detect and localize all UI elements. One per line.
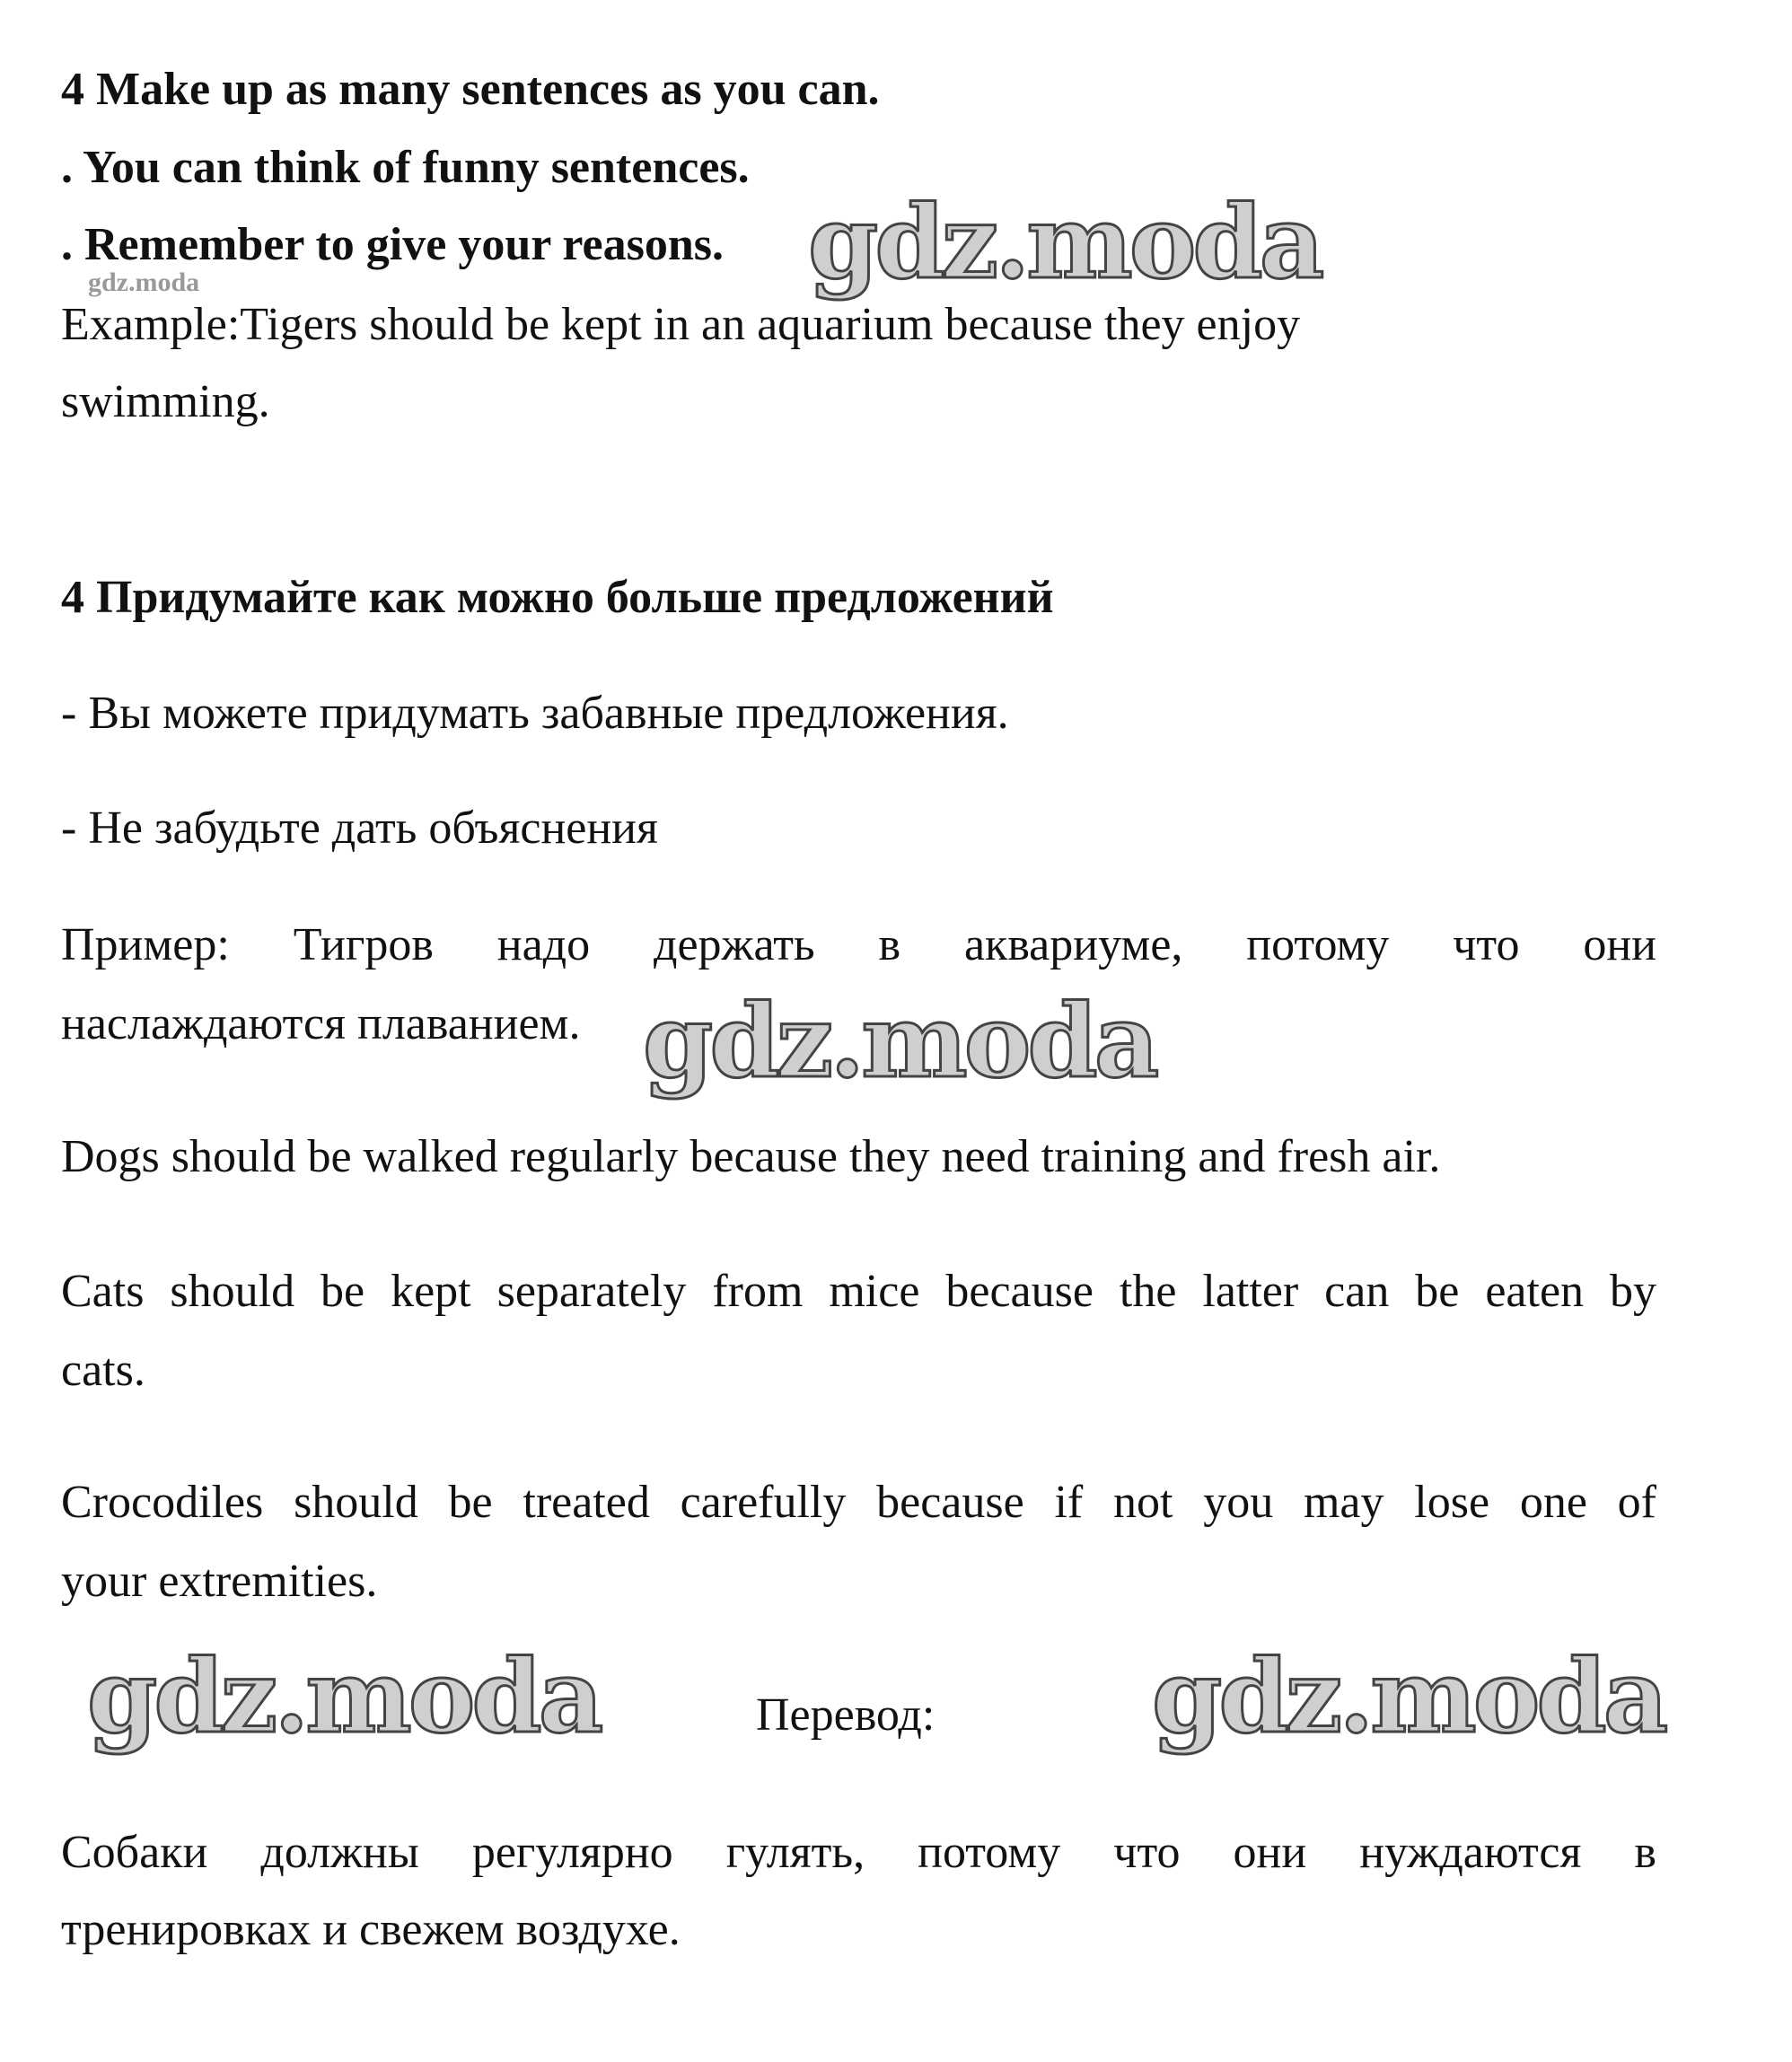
task-bullet-1-en: . You can think of funny sentences. — [61, 142, 750, 193]
task-title-ru: 4 Придумайте как можно больше предложений — [61, 572, 1054, 623]
task-bullet-1-ru: - Вы можете придумать забавные предложения. — [61, 688, 1009, 739]
watermark-logo: gdz.moda — [87, 1638, 601, 1756]
example-ru-line-1: Пример: Тигров надо держать в аквариуме, потому что они — [61, 919, 1656, 970]
translation-label: Перевод: — [756, 1689, 936, 1741]
answer-2-line-1: Cats should be kept separately from mice because the latter can be eaten by — [61, 1266, 1656, 1317]
answer-2-line-2: cats. — [61, 1345, 145, 1396]
translation-line-1: Собаки должны регулярно гулять, потому что они нуждаются в — [61, 1827, 1656, 1878]
translation-line-2: тренировках и свежем воздухе. — [61, 1904, 681, 1955]
watermark-logo: gdz.moda — [1152, 1638, 1665, 1756]
example-ru-line-2: наслаждаются плаванием. — [61, 998, 581, 1049]
watermark-logo: gdz.moda — [643, 983, 1156, 1101]
watermark-small: gdz.moda — [88, 268, 200, 297]
example-en-line-2: swimming. — [61, 376, 270, 427]
task-title-en: 4 Make up as many sentences as you can. — [61, 64, 880, 115]
answer-1: Dogs should be walked regularly because they need training and fresh air. — [61, 1131, 1441, 1182]
answer-3-line-2: your extremities. — [61, 1556, 378, 1607]
answer-3-line-1: Crocodiles should be treated carefully because if not you may lose one of — [61, 1477, 1656, 1528]
example-en-line-1: Example:Tigers should be kept in an aquarium because they enjoy — [61, 299, 1301, 350]
task-bullet-2-en: . Remember to give your reasons. — [61, 219, 725, 270]
watermark-logo: gdz.moda — [808, 184, 1322, 302]
task-bullet-2-ru: - Не забудьте дать объяснения — [61, 803, 658, 854]
